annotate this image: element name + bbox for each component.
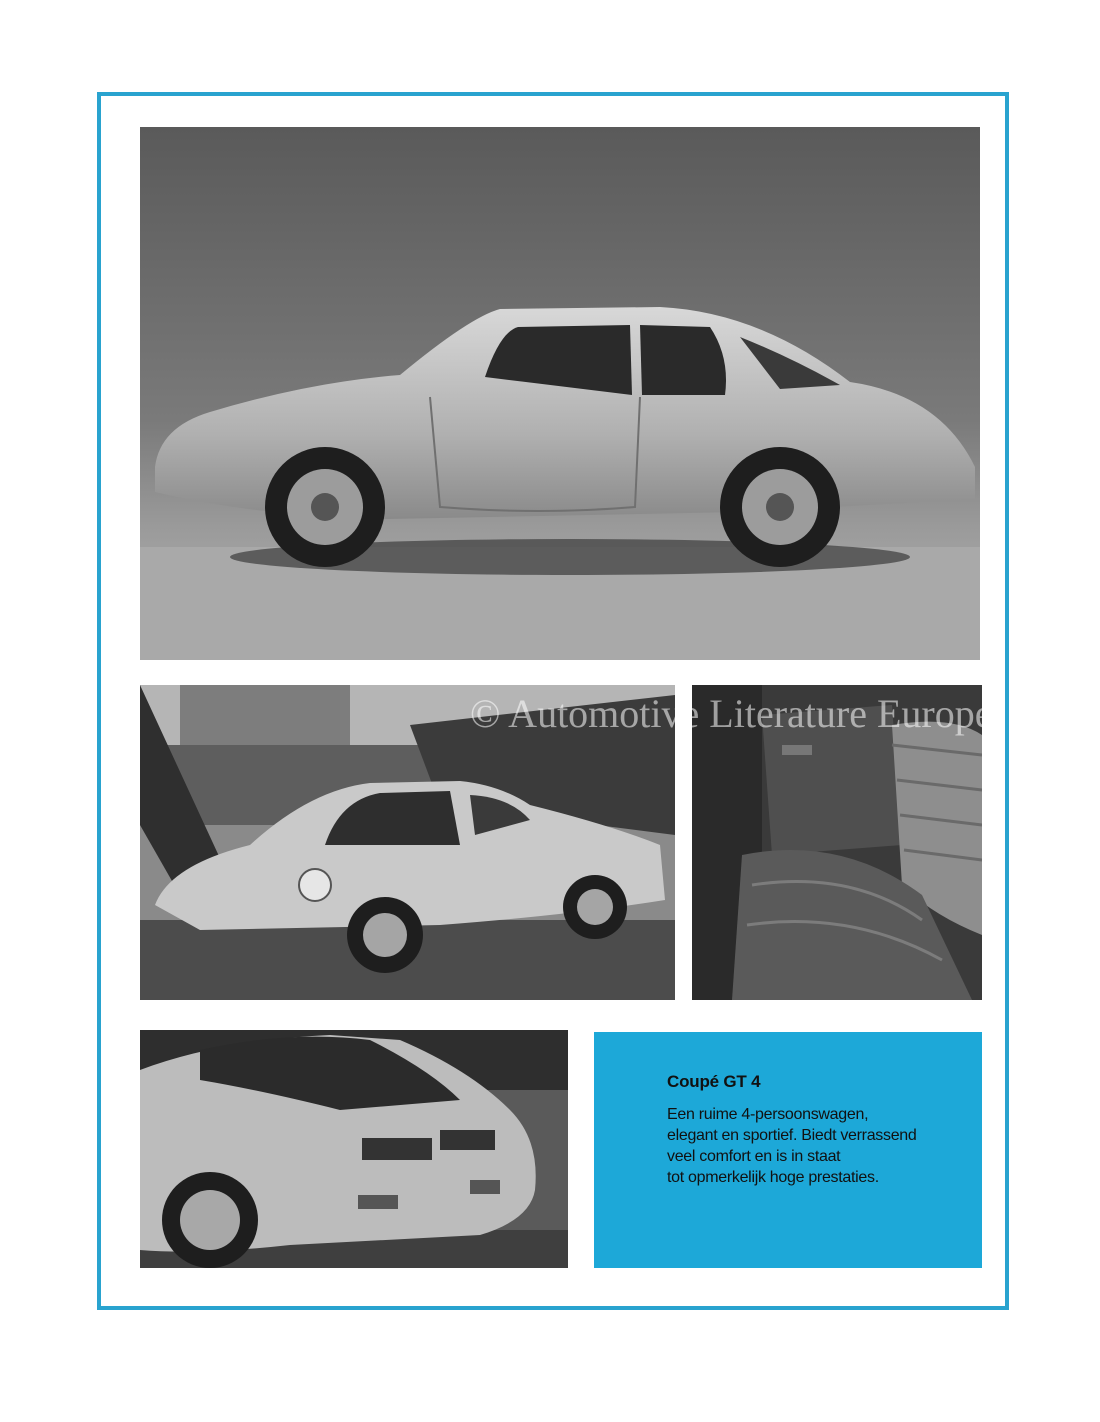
- photo-rear-view: [140, 1030, 568, 1268]
- watermark-text: © Automotive Literature Europe: [470, 691, 993, 736]
- caption-title: Coupé GT 4: [667, 1072, 761, 1091]
- caption-line: Een ruime 4-persoonswagen,: [667, 1106, 869, 1123]
- caption-line: veel comfort en is in staat: [667, 1148, 841, 1165]
- car-front-illustration: [140, 685, 675, 1000]
- photo-side-profile: [140, 127, 980, 660]
- photo-interior: [692, 685, 982, 1000]
- caption-line: elegant en sportief. Biedt verrassend: [667, 1127, 917, 1144]
- car-side-illustration: [140, 127, 980, 660]
- car-rear-illustration: [140, 1030, 568, 1268]
- photo-front-harbour: [140, 685, 675, 1000]
- caption-box: [594, 1032, 982, 1268]
- caption-line: tot opmerkelijk hoge prestaties.: [667, 1169, 879, 1186]
- interior-illustration: [692, 685, 982, 1000]
